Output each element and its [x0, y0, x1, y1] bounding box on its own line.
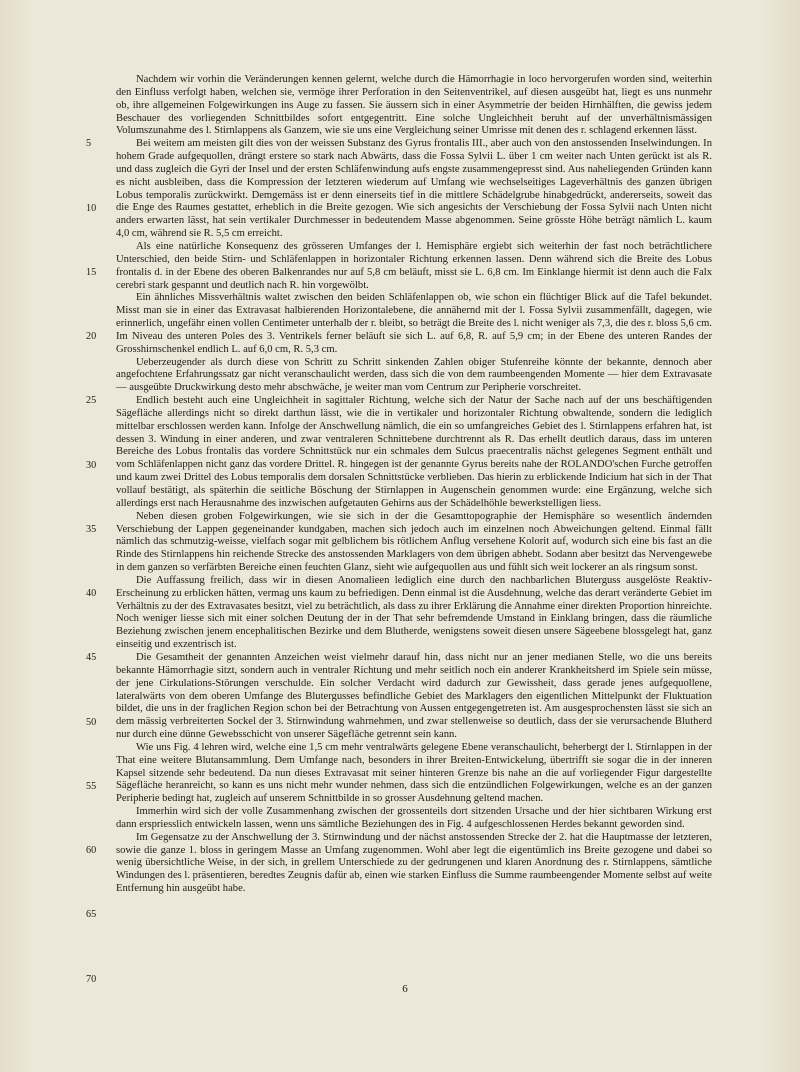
- paragraph: Die Auffassung freilich, dass wir in diesen Anomalieen lediglich eine durch den nachbarlichen Bluterguss ausgelöste Reaktiv-Erscheinung zu erblicken hätten, vermag uns kaum zu befriedigen. Denn einmal ist die Ausdehnung, welche das derart veränderte Gebiet im Verhältnis zu der des Extravasates besitzt, viel zu beträchtlich, als dass zu ihrer Erklärung die Annahme einer direkten Proportion hinreichte. Noch weniger liesse sich mit einer solchen Deutung der in der That sehr befremdende Umstand in Einklang bringen, dass die räumliche Beziehung zwischen jenem encephalitischen Bezirke und dem Blutherde, wenigstens soweit diesen unsere Sägeebene blossgelegt hat, ganz einseitig und exzentrisch ist.: [116, 574, 712, 651]
- line-number: 25: [86, 395, 97, 406]
- page-number: 6: [402, 983, 408, 995]
- paragraph: Im Gegensatze zu der Anschwellung der 3. Stirnwindung und der nächst anstossenden Strecke der 2. hat die Hauptmasse der letzteren, sowie die ganze 1. bloss in geringem Masse an Umfang zugenommen. Wohl aber legt die eigentümlich ins Breite gezogene und dabei so wenig übersichtliche Weise, in der sich, in grellem Unterschiede zu der gedrungenen und klaren Anordnung des r. Stirnlappens, sämtliche Windungen des l. präsentieren, beredtes Zeugnis dafür ab, einen wie starken Einfluss die Summe raumbeengender Momente selbst auf weite Entfernung hin ausgeübt habe.: [116, 831, 712, 895]
- line-number: 65: [86, 909, 97, 920]
- paragraph: Bei weitem am meisten gilt dies von der weissen Substanz des Gyrus frontalis III., aber auch von den anstossenden Inselwindungen. In hohem Grade aufgequollen, drängt erstere so stark nach Abwärts, dass die Fossa Sylvii L. über 1 cm weiter nach Unten gerückt ist als R. und dass zugleich die Gyri der Insel und der ersten Schläfenwindung aufs engste zusammengepresst sind. Aus naheliegenden Gründen kann es nicht ausbleiben, dass die Kompression der letzteren wiederum auf Umfang wie wechselseitiges Lageverhältnis des ganzen übrigen Lobus temporalis zurückwirkt. Demgemäss ist er denn einerseits tief in die mittlere Schädelgrube hinabgedrückt, andererseits, soweit das die Enge des Raumes gestattet, erheblich in die Breite gezogen. Wie sich angesichts der Verschiebung der Fossa Sylvii nach Unten nicht anders erwarten lässt, hat sein vertikaler Durchmesser in bedeutendem Masse abgenommen. Seine grösste Höhe beträgt nämlich L. kaum 4,0 cm, während sie R. 5,5 cm erreicht.: [116, 138, 712, 240]
- line-number: 10: [86, 203, 97, 214]
- line-number: 60: [86, 845, 97, 856]
- line-number: 15: [86, 267, 97, 278]
- line-number: 5: [86, 138, 92, 149]
- line-number: 40: [86, 588, 97, 599]
- line-number: 35: [86, 524, 97, 535]
- line-number: 45: [86, 652, 97, 663]
- paragraph: Als eine natürliche Konsequenz des grösseren Umfanges der l. Hemisphäre ergiebt sich weiterhin der fast noch beträchtlichere Unterschied, den beide Stirn- und Schläfenlappen in horizontaler Richtung erkennen lassen. Denn während sich die Breite des Lobus frontalis d. in der Ebene des oberen Balkenrandes nur auf 5,8 cm beläuft, misst sie L. 6,8 cm. Im Einklange hiermit ist denn auch die Falx cerebri stark gespannt und deutlich nach R. hin vorgewölbt.: [116, 240, 712, 291]
- paragraph: Die Gesamtheit der genannten Anzeichen weist vielmehr darauf hin, dass nicht nur an jener medianen Stelle, wo die uns bereits bekannte Hämorrhagie sitzt, sondern auch in ventraler Richtung und mehr seitlich noch ein anderer Krankheitsherd im Spiele sein müsse, der jene Cirkulations-Störungen verschulde. Ein solcher Verdacht wird dadurch zur Gewissheit, dass gerade jenes aufgequollene, lateralwärts von dem oberen Umfange des Blutergusses befindliche Gebiet des Marklagers den eigentlichen Mittelpunkt der Fluktuation bildet, die uns in der fraglichen Region schon bei der Betrachtung von Aussen entgegengetreten ist. Am ausgesprochensten lässt sie sich an dem mässig verbreiterten Sockel der 3. Stirnwindung wahrnehmen, und zwar stellenweise so deutlich, dass der sie verursachende Blutherd nur durch eine dünne Gewebsschicht von unserer Sägefläche getrennt sein kann.: [116, 651, 712, 741]
- paragraph: Nachdem wir vorhin die Veränderungen kennen gelernt, welche durch die Hämorrhagie in loco hervorgerufen worden sind, weiterhin den Einfluss verfolgt haben, welchen sie, vermöge ihrer Perforation in den Seitenventrikel, auf diesen ausgeübt hat, liegt es uns nunmehr ob, ihre allgemeinen Folgewirkungen ins Auge zu fassen. Sie äussern sich in einer Asymmetrie der beiden Hirnhälften, die gewiss jedem Beschauer des vorliegenden Schnittbildes sofort entgegentritt. Eine solche Ungleichheit beruht auf der unverhältnismässigen Volumszunahme des l. Stirnlappens als Ganzem, wie sie uns eine Vergleichung seiner Umrisse mit denen des r. schlagend erkennen lässt.: [116, 74, 712, 137]
- line-number: 50: [86, 717, 97, 728]
- paragraph: Wie uns Fig. 4 lehren wird, welche eine 1,5 cm mehr ventralwärts gelegene Ebene veranschaulicht, beherbergt der l. Stirnlappen in der That eine weitere Blutansammlung. Dem Umfange nach, besonders in ihrer Breiten-Entwickelung, übertrifft sie sogar die in der inneren Kapsel sitzende sehr bedeutend. Da nun dieses Extravasat mit seiner hinteren Grenze bis nahe an die auf vorliegender Figur dargestellte Sägefläche heranreicht, so kann es uns nicht mehr wunder nehmen, dass sich die entzündlichen Folgewirkungen, welche es an der ganzen Peripherie bedingt hat, zugleich auf unserem Schnittbilde in so grosser Ausdehnung geltend machen.: [116, 741, 712, 805]
- line-number: 20: [86, 331, 97, 342]
- body-text: [116, 74, 712, 896]
- paragraph: Immerhin wird sich der volle Zusammenhang zwischen der grossenteils dort sitzenden Ursache und der hier sichtbaren Wirkung erst dann erspriesslich entwickeln lassen, wenn uns sämtliche Beziehungen des in Fig. 4 aufgeschlossenen Herdes bekannt geworden sind.: [116, 806, 712, 830]
- paragraph: Ein ähnliches Missverhältnis waltet zwischen den beiden Schläfenlappen ob, wie schon ein flüchtiger Blick auf die Tafel bekundet. Misst man sie in einer das Extravasat halbierenden Horizontalebene, die annähernd mit der l. Fossa Sylvii zusammenfällt, dagegen, wie erinnerlich, ungefähr einen vollen Centimeter unterhalb der r. bleibt, so beträgt die Breite des l. nicht weniger als 7,3, die des r. bloss 5,6 cm. Im Niveau des unteren Poles des 3. Ventrikels ferner beläuft sie sich L. auf 6,8, R. auf 5,9 cm; in der Ebene des unteren Randes der Grosshirnschenkel endlich L. auf 6,0 cm, R. 5,3 cm.: [116, 292, 712, 355]
- paragraph: Neben diesen groben Folgewirkungen, wie sie sich in der die Gesamttopographie der Hemisphäre so wesentlich ändernden Verschiebung der Lappen gegeneinander kundgaben, machen sich jedoch auch im einzelnen noch Abweichungen geltend. Einmal fällt nämlich das schmutzig-weisse, vielfach sogar mit gelblichem bis rötlichem Anflug versehene Kolorit auf, wodurch sich eine bis fast an die Rinde des Stirnlappens hin reichende Strecke des anstossenden Marklagers von dem übrigen abhebt. Sodann aber besitzt das Nervengewebe in dem ganzen so verfärbten Bereiche einen feuchten Glanz, sieht wie aufgequollen aus und fühlt sich weit lockerer an als ringsum sonst.: [116, 510, 712, 574]
- line-number: 30: [86, 460, 97, 471]
- line-number: 55: [86, 781, 97, 792]
- paragraph: Endlich besteht auch eine Ungleichheit in sagittaler Richtung, welche sich der Natur der Sache nach auf der uns beschäftigenden Sägefläche allerdings nicht so direkt darthun lässt, wie die in vertikaler und horizontaler Richtung obwaltende, sondern die lediglich mittelbar erschlossen werden kann. Infolge der Anschwellung nämlich, die ein so umfangreiches Gebiet des l. Stirnlappens erfahren hat, ist dessen 3. Windung in einer anderen, und zwar ventraleren Schnittebene durchtrennt als R. Das erhellt deutlich daraus, dass im unteren Bereiche des Lobus frontalis das vordere Schnittstück nur ein schmales dem Sulcus praecentralis nächst gelegenes Segment enthält und vom Schläfenlappen nicht ganz das vordere Drittel. R. hingegen ist der genannte Gyrus bereits nahe der ROLANDO'schen Furche getroffen und kaum zwei Drittel des Lobus temporalis dem dorsalen Schnittstücke verblieben. Das hierin zu erblickende Indicium hat sich in der That vollauf bestätigt, als späterhin die seitliche Böschung der Stirnlappen in Augenschein genommen wurde: eine Ergänzung, welche sich allerdings erst nach Herausnahme des inzwischen aufgetauten Gehirns aus der Schädelhöhle bewerkstelligen liess.: [116, 395, 712, 509]
- paragraph: Ueberzeugender als durch diese von Schritt zu Schritt sinkenden Zahlen obiger Stufenreihe könnte der bekannte, dennoch aber angefochtene Erfahrungssatz gar nicht veranschaulicht werden, dass sich die von dem raumbeengenden Momente — hier dem Extravasate — ausgeübte Druckwirkung desto mehr abschwäche, je weiter man vom Centrum zur Peripherie vorschreitet.: [116, 356, 712, 394]
- line-number: 70: [86, 974, 97, 985]
